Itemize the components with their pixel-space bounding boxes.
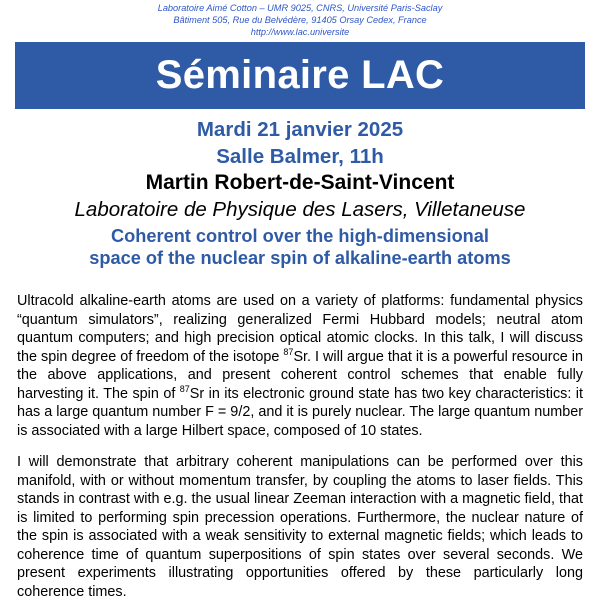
seminar-banner (15, 42, 585, 109)
lab-address-header (0, 2, 600, 38)
lab-name: Laboratoire Aimé Cotton – UMR 9025, CNRS, Université Paris-Saclay (157, 3, 443, 13)
event-room-time: Salle Balmer, 11h (216, 145, 384, 168)
talk-title-line-2: space of the nuclear spin of alkaline-earth atoms (89, 248, 511, 268)
lab-url: http://www.lac.universite (250, 27, 350, 37)
abstract (17, 292, 583, 614)
talk-title (0, 225, 600, 269)
isotope-superscript: 87 (179, 383, 190, 394)
abstract-paragraph-1: Ultracold alkaline-earth atoms are used on a variety of platforms: fundamental physics “quantum simulators”, realizing generalized Fermi Hubbard models; neutral atom quantum computers; and high precision optical atomic clocks. In this talk, I will discuss the spin degree of freedom of the isotope $^{87}$Sr. I will argue that it is a powerful resource in the above applications, and present coherent control schemes that enable fully harvesting it. The spin of $^{87}$Sr in its electronic ground state has two key characteristics: it has a large quantum number F = 9/2, and it is purely nuclear. The large quantum number is associated with a large Hilbert space, composed of 10 states. (17, 293, 583, 439)
event-date: Mardi 21 janvier 2025 (196, 118, 404, 141)
isotope-superscript: 87 (283, 346, 294, 357)
talk-title-line-1: Coherent control over the high-dimensional (111, 226, 489, 246)
speaker-name: Martin Robert-de-Saint-Vincent (145, 171, 455, 194)
abstract-paragraph-2: I will demonstrate that arbitrary coherent manipulations can be performed over this manifold, with or without momentum transfer, by coupling the atoms to laser fields. This stands in contrast with e.g. the usual linear Zeeman interaction with a magnetic field, that is limited to performing spin precession operations. Furthermore, the nuclear nature of the spin is associated with a weak sensitivity to external magnetic fields; which leads to coherence time of quantum superpositions of spin states over several seconds. We present experiments illustrating opportunities offered by these particularly long coherence times. (17, 454, 583, 600)
speaker-affiliation: Laboratoire de Physique des Lasers, Villetaneuse (74, 198, 526, 221)
banner-title: Séminaire LAC (155, 53, 445, 97)
lab-address: Bâtiment 505, Rue du Belvédère, 91405 Orsay Cedex, France (173, 15, 427, 25)
